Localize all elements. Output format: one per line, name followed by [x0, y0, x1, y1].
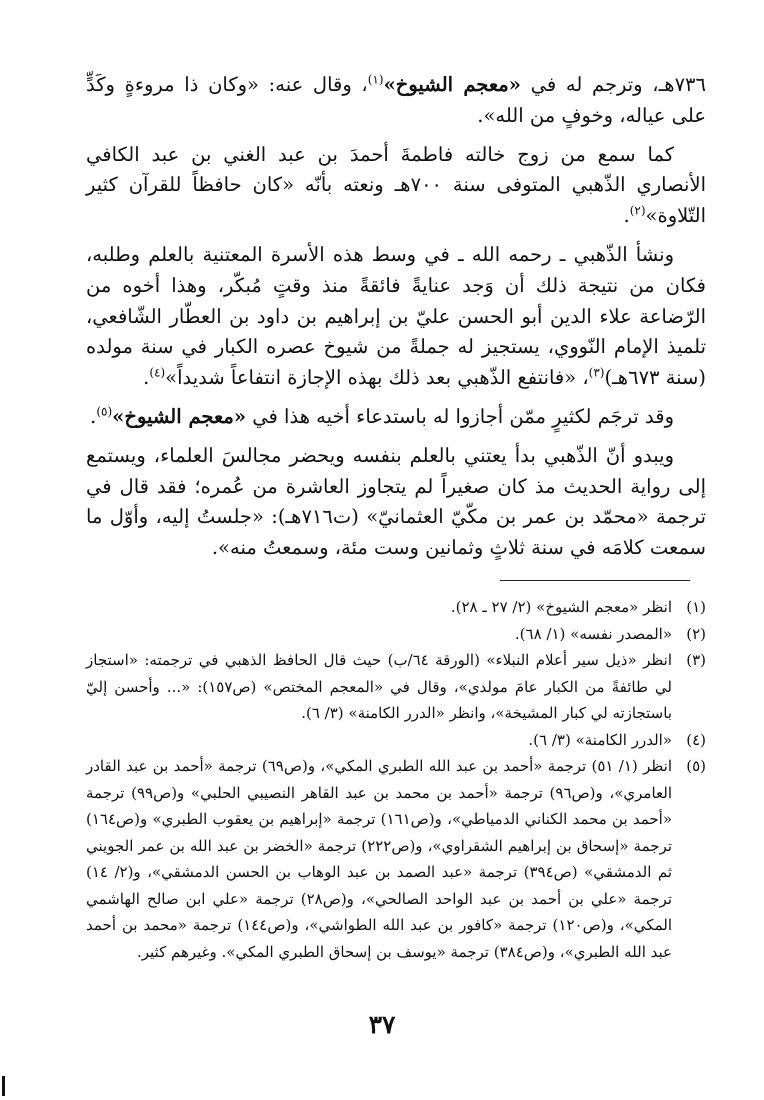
footnote	[86, 594, 706, 621]
footnote-separator	[500, 580, 690, 581]
text-run: ٧٣٦هـ، وترجم له في	[520, 73, 706, 96]
paragraph-2	[86, 140, 706, 232]
paragraph-1	[86, 70, 706, 132]
footnote	[86, 621, 706, 648]
paragraph-3	[86, 240, 706, 394]
paragraph-4	[86, 402, 706, 433]
text-run: ونشأ الذّهبي ـ رحمه الله ـ في وسط هذه الأسرة المعتنية بالعلم وطلبه، فكان من نتيجة ذلك أن وَجد عنايةً فائقةً منذ وقتٍ مُبكّر، وهذا أخوه من الرّضاعة علاء الدين أبو الحسن عليّ بن إبراهيم بن داود بن العطّار الشّافعي، تلميذ الإمام النّووي، يستجيز له جملةً من شيوخ عصره الكبار في سنة مولده (سنة ٦٧٣هـ)	[86, 242, 706, 390]
footnote	[86, 727, 706, 754]
footnote-number: (٤)	[686, 730, 706, 749]
main-text	[86, 70, 706, 572]
footnote-ref: (٤)	[149, 365, 166, 380]
footnote-ref: (١)	[367, 72, 384, 87]
text-run: .	[143, 366, 150, 390]
footnote-text: انظر (١/ ٥١) ترجمة «أحمد بن عبد الله الطبري المكي»، و(ص٦٩) ترجمة «أحمد بن عبد القادر العامري»، و(ص٩٦) ترجمة «أحمد بن محمد بن عبد القاهر النصيبي الحلبي» و(ص٩٩) ترجمة «أحمد بن محمد الكناني الدمياطي»، و(ص١٦١) ترجمة «إبراهيم بن يعقوب الطبري» و(ص١٦٤) ترجمة «إسحاق بن إبراهيم الشقراوي»، و(ص٢٢٢) ترجمة «الخضر بن عبد الله بن عمر الجويني ثم الدمشقي» (ص٣٩٤) ترجمة «عبد الصمد بن عبد الوهاب بن الحسن الدمشقي»، و(٢/ ١٤) ترجمة «علي بن أحمد بن عبد الواحد الصالحي»، و(ص٢٨) ترجمة «علي ابن صالح الهاشمي المكي»، و(ص١٢٠) ترجمة «كافور بن عبد الله الطواشي»، و(ص١٤٤) ترجمة «محمد بن أحمد عبد الله الطبري»، و(ص٣٨٤) ترجمة «يوسف بن إسحاق الطبري المكي». وغيرهم كثير.	[86, 757, 672, 961]
text-run: ، وقال عنه: «وكان ذا مروءةٍ وكَدٍّ على عياله، وخوفٍ من الله».	[86, 73, 706, 127]
book-title: «معجم الشيوخ»	[383, 73, 521, 96]
footnote-text: «المصدر نفسه» (١/ ٦٨).	[514, 624, 672, 643]
text-run: ، «فانتفع الذّهبي بعد ذلك بهذه الإجازة انتفاعاً شديداً»	[165, 366, 589, 390]
text-run: ويبدو أنّ الذّهبي بدأ يعتني بالعلم بنفسه ويحضر مجالسَ العلماء، ويستمع إلى رواية الحديث مذ كان صغيراً لم يتجاوز العاشرة من عُمره؛ فقد قال في ترجمة «محمّد بن عمر بن مكّيّ العثمانيّ» (ت٧١٦هـ): «جلستُ إليه، وأوّل ما سمعت كلامَه في سنة ثلاثٍ وثمانين وست مئة، وسمعتُ منه».	[86, 443, 707, 560]
footnote-text: «الدرر الكامنة» (٣/ ٦).	[528, 730, 672, 749]
text-run: كما سمع من زوج خالته فاطمةَ أحمدَ بن عبد الغني بن عبد الكافي الأنصاري الذّهبي المتوفى سنة ٧٠٠هـ ونعته بأنّه «كان حافظاً للقرآن كثير التّلاوة»	[86, 142, 707, 228]
footnote-text: انظر «ذيل سير أعلام النبلاء» (الورقة ٦٤/ب) حيث قال الحافظ الذهبي في ترجمته: «استجاز لي طائفةً من الكبار عامَ مولدي»، وقال في «المعجم المختص» (ص١٥٧): «... وأحسن إليّ باستجازته لي كبار المشيخة»، وانظر «الدرر الكامنة» (٣/ ٦).	[86, 651, 672, 722]
footnote-ref: (٢)	[629, 203, 646, 218]
paragraph-5	[86, 441, 706, 564]
footnote-number: (١)	[686, 598, 706, 616]
footnote-number: (٢)	[686, 624, 706, 643]
text-run: .	[623, 204, 630, 228]
footnotes	[86, 594, 706, 965]
footnote	[86, 753, 706, 965]
footnote-number: (٥)	[686, 757, 706, 775]
page-number: ٣٧	[368, 1010, 396, 1039]
footnote-text: انظر «معجم الشيوخ» (٢/ ٢٧ ـ ٢٨).	[450, 598, 672, 616]
page-edge-mark	[2, 1076, 5, 1096]
footnote	[86, 647, 706, 727]
footnote-ref: (٣)	[588, 365, 605, 380]
text-run: .	[90, 404, 97, 428]
book-title: «معجم الشيوخ»	[112, 404, 247, 428]
footnote-ref: (٥)	[96, 404, 113, 419]
footnote-number: (٣)	[686, 651, 706, 669]
text-run: وقد ترجَم لكثيرٍ ممّن أجازوا له باستدعاء أخيه هذا في	[246, 404, 674, 428]
